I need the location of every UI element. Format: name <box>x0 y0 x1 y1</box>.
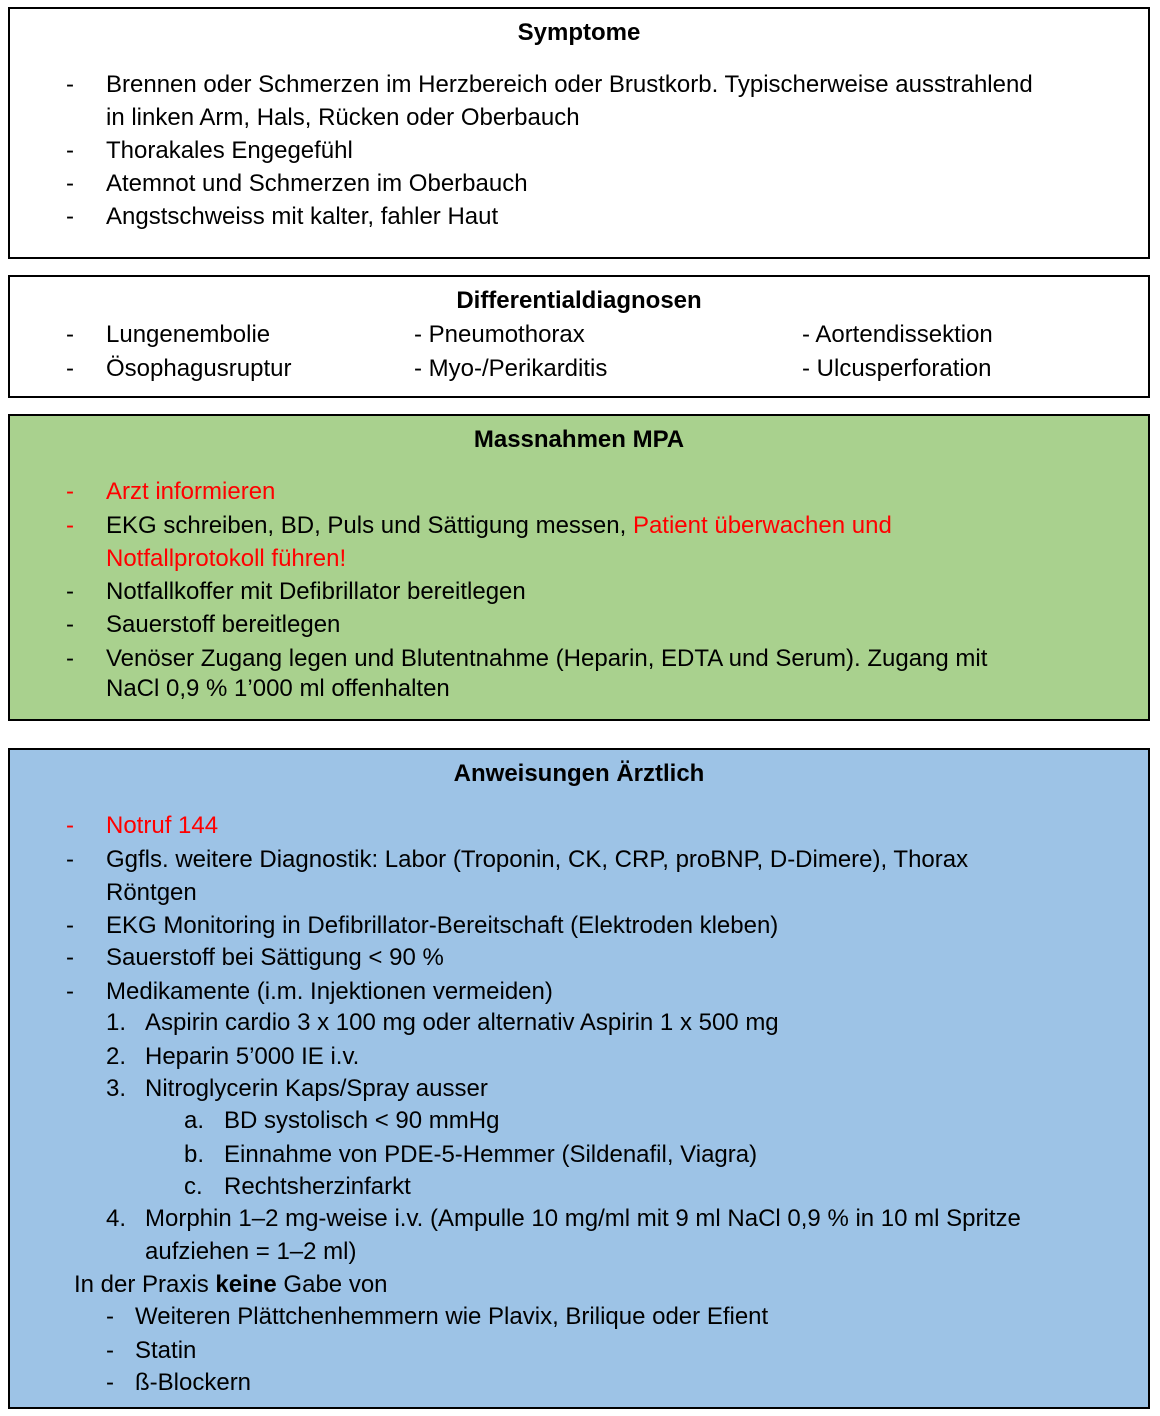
contraindication-item: Einnahme von PDE-5-Hemmer (Sildenafil, Viagra) <box>224 1141 758 1168</box>
section-title: Anweisungen Ärztlich <box>453 760 705 787</box>
mpa-section <box>8 414 1150 721</box>
section-title: Massnahmen MPA <box>473 426 685 453</box>
list-item-text: Angstschweiss mit kalter, fahler Haut <box>106 203 499 230</box>
medication-item: aufziehen = 1–2 ml) <box>145 1238 357 1265</box>
diagnosis-item: Ösophagusruptur <box>106 355 292 382</box>
list-item-text: Notfallkoffer mit Defibrillator bereitlegen <box>106 578 526 605</box>
highlight-text: Patient überwachen und <box>632 512 892 539</box>
list-letter: c. <box>184 1173 203 1200</box>
list-letter: b. <box>184 1141 205 1168</box>
bullet: - <box>106 1337 114 1364</box>
not-given-item: ß-Blockern <box>135 1369 252 1396</box>
list-item-text: Atemnot und Schmerzen im Oberbauch <box>106 170 528 197</box>
list-item-text: Brennen oder Schmerzen im Herzbereich oder Brustkorb. Typischerweise ausstrahlend <box>106 71 1033 98</box>
diagnosis-item: - Ulcusperforation <box>802 355 992 382</box>
list-item-text: Notruf 144 <box>106 812 219 839</box>
bullet: - <box>66 137 74 164</box>
bullet: - <box>66 203 74 230</box>
bullet: - <box>66 978 74 1005</box>
list-number: 1. <box>106 1009 127 1036</box>
list-item-text: EKG Monitoring in Defibrillator-Bereitschaft (Elektroden kleben) <box>106 912 779 939</box>
list-item-text: Sauerstoff bei Sättigung < 90 % <box>106 944 444 971</box>
emphasis-text: keine <box>215 1271 277 1298</box>
diagnosis-item: - Aortendissektion <box>802 321 993 348</box>
bullet: - <box>66 645 74 672</box>
list-item-text: Sauerstoff bereitlegen <box>106 611 341 638</box>
arzt-section <box>8 748 1150 1409</box>
praxis-note: In der Praxis keine Gabe von <box>74 1271 388 1298</box>
symptome-section <box>8 7 1150 259</box>
not-given-item: Statin <box>135 1337 197 1364</box>
list-number: 2. <box>106 1043 127 1070</box>
list-item-text: Arzt informieren <box>106 478 276 505</box>
diagnosis-item: Lungenembolie <box>106 321 271 348</box>
bullet: - <box>66 321 74 348</box>
bullet: - <box>66 578 74 605</box>
diagnosis-item: - Pneumothorax <box>414 321 585 348</box>
medication-item: Aspirin cardio 3 x 100 mg oder alternativ Aspirin 1 x 500 mg <box>145 1009 779 1036</box>
contraindication-item: BD systolisch < 90 mmHg <box>224 1107 500 1134</box>
bullet: - <box>66 170 74 197</box>
section-title: Differentialdiagnosen <box>456 287 702 314</box>
differential-section <box>8 275 1150 398</box>
medication-item: Nitroglycerin Kaps/Spray ausser <box>145 1075 488 1102</box>
bullet: - <box>66 944 74 971</box>
bullet: - <box>66 478 74 505</box>
bullet: - <box>106 1369 114 1396</box>
bullet: - <box>66 846 74 873</box>
bullet: - <box>66 355 74 382</box>
bullet: - <box>66 611 74 638</box>
list-item-text: Venöser Zugang legen und Blutentnahme (Heparin, EDTA und Serum). Zugang mit <box>106 645 988 672</box>
list-number: 3. <box>106 1075 127 1102</box>
section-title: Symptome <box>517 19 641 46</box>
list-item-text: Medikamente (i.m. Injektionen vermeiden) <box>106 978 553 1005</box>
not-given-item: Weiteren Plättchenhemmern wie Plavix, Brilique oder Efient <box>135 1303 769 1330</box>
bullet: - <box>66 812 74 839</box>
medication-item: Morphin 1–2 mg-weise i.v. (Ampulle 10 mg/ml mit 9 ml NaCl 0,9 % in 10 ml Spritze <box>145 1205 1021 1232</box>
highlight-text: Notfallprotokoll führen! <box>106 545 347 572</box>
list-item-text: in linken Arm, Hals, Rücken oder Oberbauch <box>106 104 580 131</box>
medication-item: Heparin 5’000 IE i.v. <box>145 1043 360 1070</box>
bullet: - <box>66 71 74 98</box>
diagnosis-item: - Myo-/Perikarditis <box>414 355 608 382</box>
list-item-text: Röntgen <box>106 879 197 906</box>
list-number: 4. <box>106 1205 127 1232</box>
bullet: - <box>66 512 74 539</box>
list-item-text: EKG schreiben, BD, Puls und Sättigung messen, <box>106 512 633 539</box>
list-item-text: NaCl 0,9 % 1’000 ml offenhalten <box>106 675 450 702</box>
bullet: - <box>66 912 74 939</box>
list-letter: a. <box>184 1107 205 1134</box>
contraindication-item: Rechtsherzinfarkt <box>224 1173 411 1200</box>
bullet: - <box>106 1303 114 1330</box>
list-item-text: Ggfls. weitere Diagnostik: Labor (Troponin, CK, CRP, proBNP, D-Dimere), Thorax <box>106 846 969 873</box>
list-item-text: Thorakales Engegefühl <box>106 137 353 164</box>
